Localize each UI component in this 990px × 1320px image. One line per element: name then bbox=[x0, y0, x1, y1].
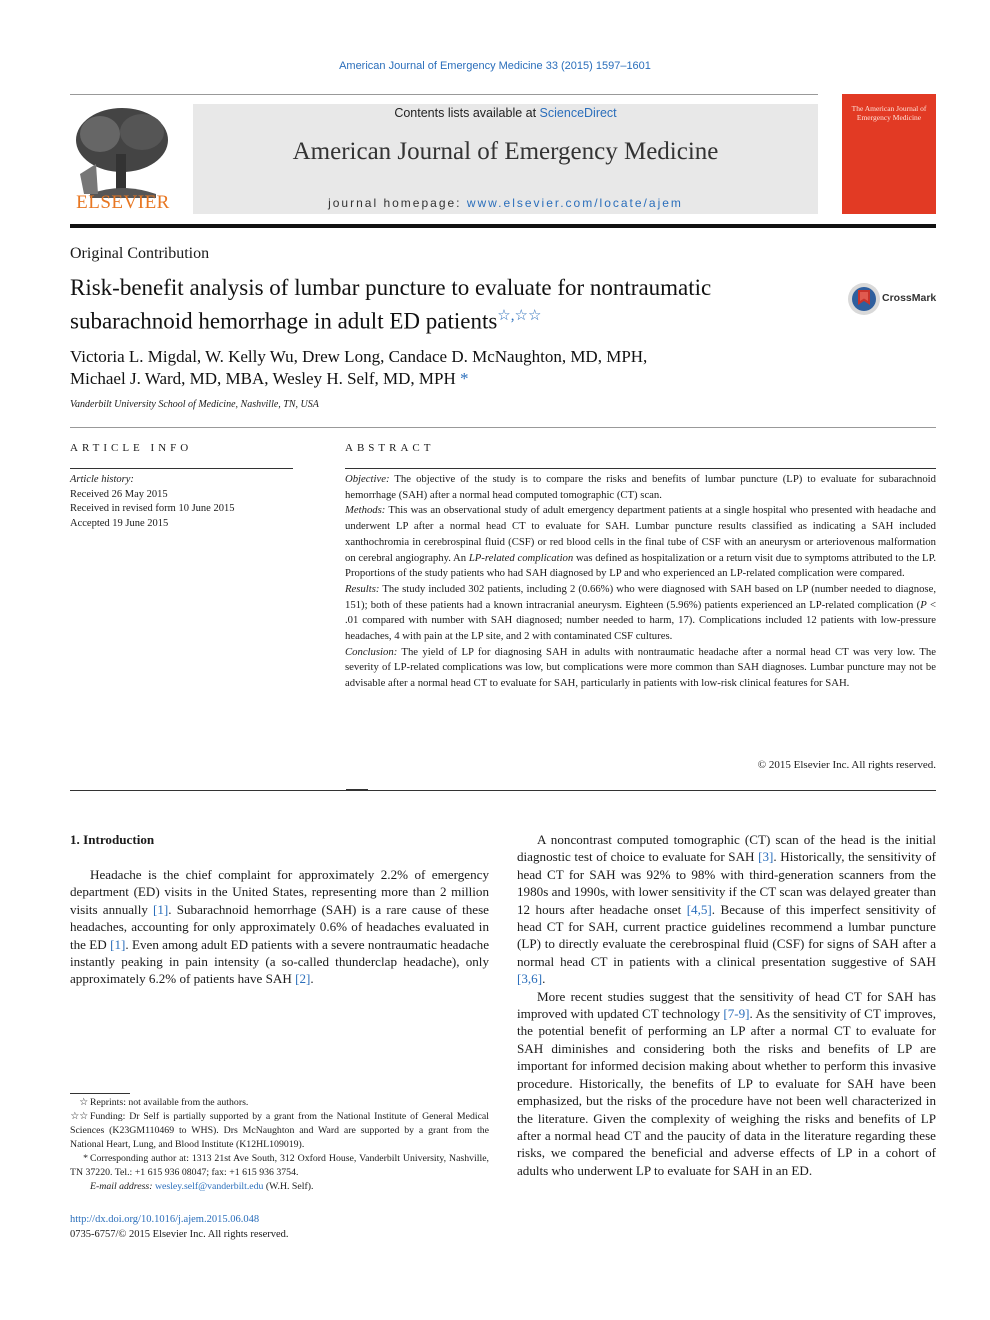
intro-paragraph-3 bbox=[517, 988, 936, 1179]
revised-date: Received in revised form 10 June 2015 bbox=[70, 503, 235, 514]
methods-text-b: was defined as hospitalization or a return visit due to symptoms attributed to the LP. Proportions of the study patients who had SAH diagnosed by LP and who experienced an LP-related complication were compared. bbox=[345, 551, 936, 580]
authors-line-2 bbox=[70, 368, 830, 390]
abstract-results bbox=[345, 582, 936, 645]
crossmark-label[interactable]: CrossMark bbox=[882, 292, 937, 304]
cover-title: The American Journal of Emergency Medicine bbox=[851, 104, 927, 122]
title-footnote-marks[interactable]: ☆,☆☆ bbox=[497, 308, 542, 324]
sciencedirect-link[interactable]: ScienceDirect bbox=[539, 106, 617, 120]
article-section-label: Original Contribution bbox=[70, 245, 210, 262]
journal-citation[interactable]: American Journal of Emergency Medicine 33 (2015) 1597–1601 bbox=[339, 60, 651, 72]
reference-link[interactable]: [1] bbox=[110, 936, 126, 952]
p3-text-b: . As the sensitivity of CT improves, the potential benefit of performing an LP after a normal CT to evaluate for SAH diminishes and considering both the risks and benefits of LP are important for informed decision making about whether to perform this invasive procedure. Historically, the benefits of LP to evaluate for SAH have been emphasized, but the risks of the procedure have not been well characterized in the literature. Given the complexity of weighing the risks and benefits of LP after a normal head CT and the paucity of data in the literature regarding these risks, we compared the beneficial and adverse effects of LP in a cohort of adults who underwent LP to evaluate for SAH in an ED. bbox=[517, 1006, 937, 1178]
affiliation-divider bbox=[70, 427, 936, 428]
header-divider bbox=[70, 94, 818, 95]
elsevier-logo[interactable] bbox=[70, 104, 176, 216]
p1-text-a: Headache is the chief complaint for approximately 2.2% of emergency department (ED) visits in the United States, representing more than 2 million visits annually bbox=[70, 867, 489, 917]
body-column-right bbox=[517, 831, 936, 1179]
abstract-objective bbox=[345, 472, 936, 503]
abstract-bottom-rule bbox=[70, 790, 936, 791]
history-label: Article history: bbox=[70, 474, 134, 485]
elsevier-wordmark: ELSEVIER bbox=[76, 192, 170, 213]
footnote-text: Reprints: not available from the authors. bbox=[90, 1097, 249, 1108]
footnote-reprints bbox=[70, 1096, 489, 1110]
abstract-methods bbox=[345, 503, 936, 582]
results-label: Results: bbox=[345, 582, 380, 595]
accepted-date: Accepted 19 June 2015 bbox=[70, 517, 169, 529]
body-column-left bbox=[70, 866, 489, 988]
abstract-body bbox=[345, 472, 936, 692]
results-text-a: The study included 302 patients, including 2 (0.66%) who were diagnosed with SAH based on LP (number needed to diagnose, 151); both of these patients had a known intracranial aneurysm. Eighteen (5.96%) patients experienced an LP-related complication ( bbox=[345, 582, 936, 611]
p2-text-d: . bbox=[542, 971, 546, 987]
journal-homepage bbox=[193, 196, 818, 210]
footnote-mark: ☆ bbox=[79, 1097, 88, 1108]
conclusion-text: The yield of LP for diagnosing SAH in adults with nontraumatic headache after a normal head CT was very low. The severity of LP-related complications was low, but complications were more common than SAH diagnoses. Lumbar puncture may not be advisable after a normal head CT to evaluate for SAH, particularly in patients with low-risk clinical features for SAH. bbox=[345, 645, 936, 690]
p2-text-b: . Historically, the sensitivity of head CT for SAH was 92% to 98% with third-generation scanners from the 1980s and 1990s, with lower sensitivity if the CT scan was delayed greater than 12 hours after headache onset bbox=[517, 849, 936, 917]
conclusion-label: Conclusion: bbox=[345, 645, 398, 658]
homepage-prefix: journal homepage: bbox=[328, 196, 467, 210]
abstract-heading: ABSTRACT bbox=[345, 442, 435, 454]
footnote-text: Corresponding author at: 1313 21st Ave South, 312 Oxford House, Vanderbilt University, Nashville, TN 37220. Tel.: +1 615 936 08047; fax: +1 615 936 3754. bbox=[70, 1153, 489, 1178]
abstract-copyright: © 2015 Elsevier Inc. All rights reserved. bbox=[757, 759, 936, 771]
homepage-link[interactable]: www.elsevier.com/locate/ajem bbox=[466, 196, 683, 210]
doi-link[interactable]: http://dx.doi.org/10.1016/j.ajem.2015.06.048 bbox=[70, 1214, 260, 1225]
results-text-b: < .01 compared with number with SAH diagnosed; number needed to harm, 17). Complications included 12 patients with low-pressure headaches, 4 with pain at the LP site, and 2 with contaminated CSF cultures. bbox=[345, 598, 936, 643]
results-p-symbol: P bbox=[920, 598, 927, 611]
methods-term: LP-related complication bbox=[468, 551, 574, 564]
email-link[interactable]: wesley.self@vanderbilt.edu bbox=[154, 1181, 264, 1192]
p1-text-c: . Even among adult ED patients with a severe nontraumatic headache instantly peaking in pain intensity (a so-called thunderclap headache), only approximately 6.2% of patients have SAH bbox=[70, 936, 490, 987]
abstract-rule bbox=[345, 468, 936, 469]
article-title bbox=[70, 273, 810, 336]
p3-text-a: More recent studies suggest that the sensitivity of head CT for SAH has improved with updated CT technology bbox=[517, 988, 936, 1022]
abstract-rule-mark bbox=[346, 789, 368, 791]
reference-link[interactable]: [7-9] bbox=[723, 1006, 750, 1022]
received-date: Received 26 May 2015 bbox=[70, 488, 168, 500]
contents-line bbox=[193, 106, 818, 120]
methods-label: Methods: bbox=[345, 504, 386, 517]
authors-line-1: Victoria L. Migdal, W. Kelly Wu, Drew Long, Candace D. McNaughton, MD, MPH, bbox=[70, 347, 648, 366]
footnote-rule bbox=[70, 1093, 130, 1094]
abstract-conclusion bbox=[345, 645, 936, 692]
issn-copyright: 0735-6757/© 2015 Elsevier Inc. All rights reserved. bbox=[70, 1229, 289, 1240]
reference-link[interactable]: [3] bbox=[758, 849, 774, 865]
email-label: E-mail address: bbox=[90, 1181, 155, 1192]
objective-label: Objective: bbox=[345, 473, 390, 485]
corresponding-author-mark[interactable]: * bbox=[459, 369, 469, 388]
article-info-heading: ARTICLE INFO bbox=[70, 442, 193, 454]
intro-paragraph-2 bbox=[517, 831, 936, 988]
footnote-text: Funding: Dr Self is partially supported by a grant from the National Institute of General Medical Sciences (K23GM110469 to WHS). Drs McNaughton and Ward are supported by a grant from the National Heart, Lung, and Blood Institute (K12HL109019). bbox=[70, 1111, 489, 1150]
affiliation: Vanderbilt University School of Medicine, Nashville, TN, USA bbox=[70, 399, 319, 410]
reference-link[interactable]: [3,6] bbox=[517, 971, 543, 987]
footnotes bbox=[70, 1096, 489, 1194]
journal-title[interactable]: American Journal of Emergency Medicine bbox=[292, 138, 719, 165]
reference-link[interactable]: [2] bbox=[295, 971, 311, 987]
header-thick-rule bbox=[70, 224, 936, 228]
footnote-email bbox=[70, 1180, 489, 1194]
email-suffix: (W.H. Self). bbox=[263, 1181, 314, 1192]
p2-text-a: A noncontrast computed tomographic (CT) scan of the head is the initial diagnostic test of choice to evaluate for SAH bbox=[517, 832, 936, 865]
footnote-corresponding bbox=[70, 1152, 489, 1180]
crossmark-icon bbox=[846, 281, 882, 317]
p2-text-c: . Because of this imperfect sensitivity of head CT for SAH, current practice guidelines recommend a lumbar puncture (LP) to directly evaluate the cerebrospinal fluid (CSF) for signs of SAH after a normal head CT in patients with a clinical presentation suggestive of SAH bbox=[517, 901, 937, 969]
reference-link[interactable]: [1] bbox=[153, 901, 169, 917]
methods-text-a: This was an observational study of adult emergency department patients at a single hospital who presented with headache and underwent LP after a normal head CT to evaluate for SAH. Lumbar puncture results classified as indicating a SAH included xanthochromia in cerebrospinal fluid (CSF) or red blood cells in the final tube of CSF with an aneurysm or arteriovenous malformation on cerebral angiography. An bbox=[345, 504, 936, 564]
article-info-rule bbox=[70, 468, 293, 469]
article-title-text: Risk-benefit analysis of lumbar puncture to evaluate for nontraumatic subarachnoid hemorrhage in adult ED patients bbox=[70, 275, 712, 334]
objective-text: The objective of the study is to compare the risks and benefits of lumbar puncture (LP) to evaluate for subarachnoid hemorrhage (SAH) after a normal head computed tomographic (CT) scan. bbox=[345, 473, 936, 501]
p1-text-d: . bbox=[310, 971, 314, 987]
intro-paragraph-1 bbox=[70, 866, 489, 988]
footnote-mark: ☆☆ bbox=[70, 1111, 88, 1122]
author-list bbox=[70, 346, 830, 390]
introduction-heading: 1. Introduction bbox=[70, 832, 155, 847]
article-history bbox=[70, 473, 292, 531]
reference-link[interactable]: [4,5] bbox=[686, 901, 712, 917]
authors-line-2-text: Michael J. Ward, MD, MBA, Wesley H. Self, MD, MPH bbox=[70, 369, 460, 388]
footnote-funding bbox=[70, 1110, 489, 1152]
contents-prefix: Contents lists available at bbox=[394, 106, 540, 120]
p1-text-b: . Subarachnoid hemorrhage (SAH) is a rare cause of these headaches, accounting for only approximately 0.6% of headaches evaluated in the ED bbox=[70, 901, 489, 952]
footnote-mark: * bbox=[83, 1153, 88, 1164]
